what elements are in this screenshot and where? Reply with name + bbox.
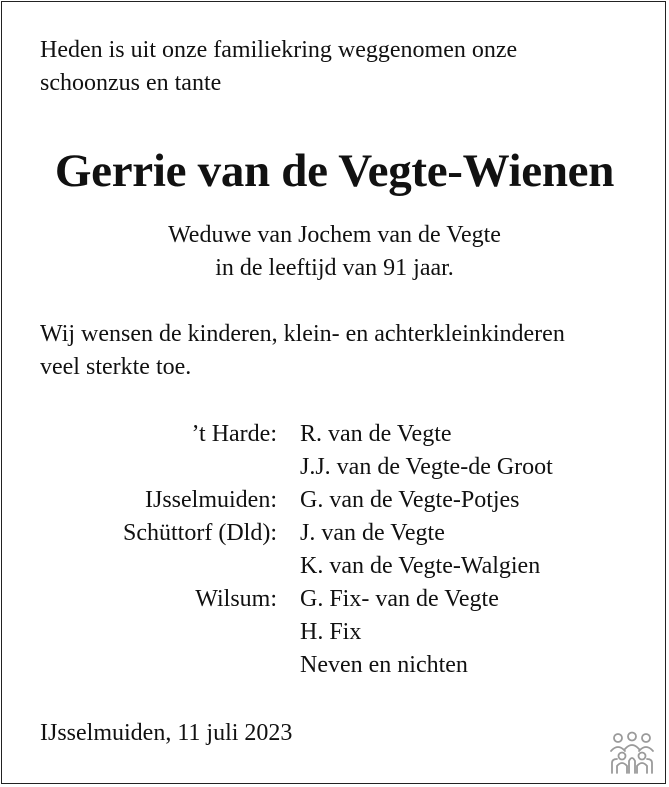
intro-text (40, 34, 630, 100)
family-place: Schüttorf (Dld): (123, 520, 277, 546)
family-row (0, 583, 669, 616)
condolence-line-1: Wij wensen de kinderen, klein- en achterkleinkinderen (40, 321, 565, 347)
family-person: G. Fix- van de Vegte (300, 586, 499, 612)
family-person: H. Fix (300, 619, 362, 645)
family-list (0, 418, 669, 682)
condolence-line-2: veel sterkte toe. (40, 354, 192, 380)
condolence-text (40, 318, 640, 384)
family-person: G. van de Vegte-Potjes (300, 487, 520, 513)
place-date: IJsselmuiden, 11 juli 2023 (40, 720, 293, 746)
family-place: Wilsum: (195, 586, 277, 612)
family-people-icon (607, 731, 657, 775)
widow-line-1: Weduwe van Jochem van de Vegte (168, 222, 501, 248)
family-row (0, 484, 669, 517)
family-row (0, 649, 669, 682)
family-person: J. van de Vegte (300, 520, 445, 546)
family-row (0, 451, 669, 484)
widow-text (0, 219, 669, 285)
family-person: Neven en nichten (300, 652, 468, 678)
family-person: K. van de Vegte-Walgien (300, 553, 541, 579)
age-line: in de leeftijd van 91 jaar. (215, 255, 454, 281)
family-row (0, 616, 669, 649)
family-place: IJsselmuiden: (145, 487, 277, 513)
family-row (0, 550, 669, 583)
intro-line-2: schoonzus en tante (40, 70, 222, 96)
intro-line-1: Heden is uit onze familiekring weggenomen onze (40, 37, 518, 63)
family-place: ’t Harde: (191, 421, 277, 447)
family-person: J.J. van de Vegte-de Groot (300, 454, 553, 480)
family-row (0, 517, 669, 550)
deceased-name: Gerrie van de Vegte-Wienen (54, 145, 615, 197)
family-row (0, 418, 669, 451)
family-person: R. van de Vegte (300, 421, 452, 447)
